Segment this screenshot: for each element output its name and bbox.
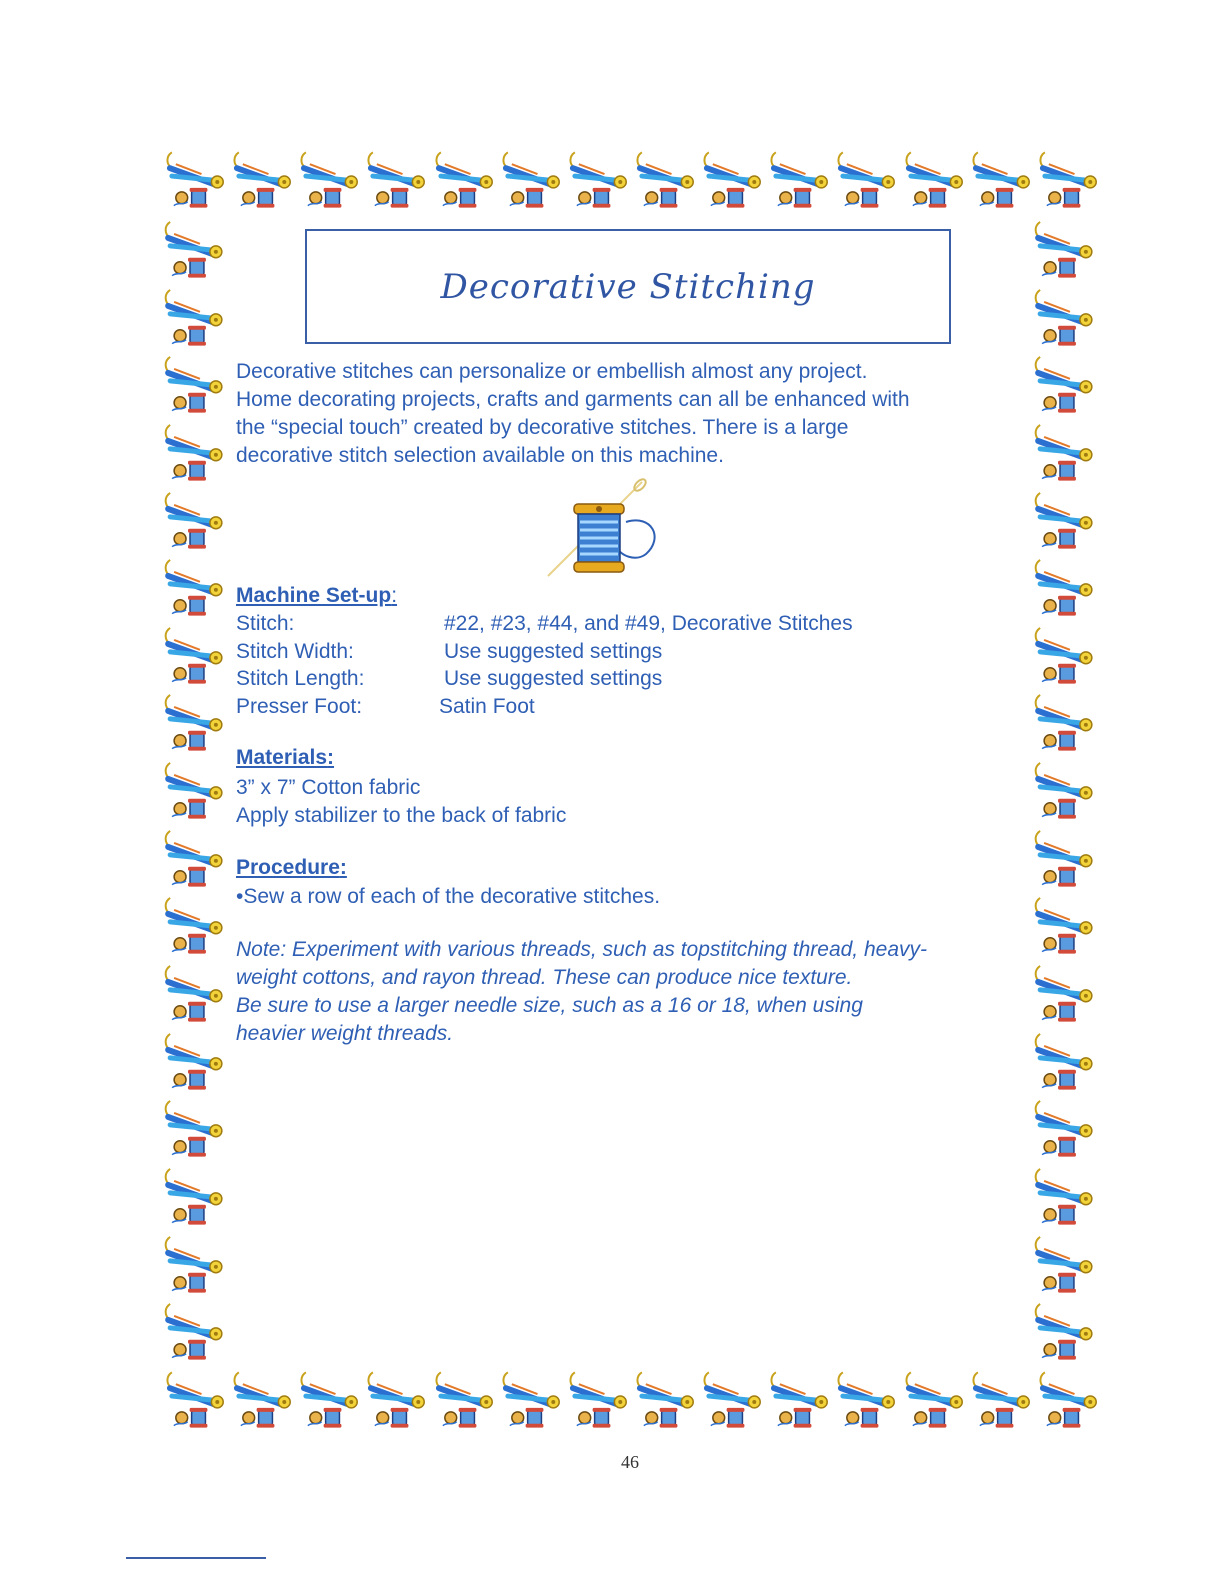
scissors-spool-icon [1030,1095,1098,1163]
scissors-spool-icon [229,146,296,214]
scissors-spool-icon [1035,1366,1102,1434]
scissors-spool-icon [160,1298,228,1366]
scissors-spool-icon [160,1163,228,1231]
setup-label: Stitch: [236,612,295,635]
setup-label: Stitch Length: [236,667,365,690]
scissors-spool-icon [1030,351,1098,419]
scissors-spool-icon [160,419,228,487]
setup-value: #22, #23, #44, and #49, Decorative Stitches [444,612,853,635]
materials-item: Apply stabilizer to the back of fabric [236,803,567,827]
border-bottom [162,1366,1102,1440]
procedure-step: •Sew a row of each of the decorative stitches. [236,885,661,908]
scissors-spool-icon [833,146,900,214]
scissors-spool-icon [363,1366,430,1434]
page-title: Decorative Stitching [440,266,816,307]
scissors-spool-icon [1030,284,1098,352]
scissors-spool-icon [160,351,228,419]
scissors-spool-icon [1035,146,1102,214]
scissors-spool-icon [229,1366,296,1434]
border-right [1030,216,1104,1366]
scissors-spool-icon [833,1366,900,1434]
scissors-spool-icon [565,146,632,214]
scissors-spool-icon [1030,892,1098,960]
setup-row [236,638,853,666]
scissors-spool-icon [901,1366,968,1434]
scissors-spool-icon [565,1366,632,1434]
setup-heading: Machine Set-up: [236,584,398,607]
scissors-spool-icon [498,146,565,214]
scissors-spool-icon [901,146,968,214]
setup-label: Presser Foot: [236,694,363,718]
scissors-spool-icon [1030,1028,1098,1096]
scissors-spool-icon [162,1366,229,1434]
setup-row [236,693,853,721]
scissors-spool-icon [498,1366,565,1434]
scissors-spool-icon [363,146,430,214]
scissors-spool-icon [160,960,228,1028]
border-top [162,146,1102,220]
intro-line: Decorative stitches can personalize or embellish almost any project. [236,360,868,383]
scissors-spool-icon [632,1366,699,1434]
setup-value: Use suggested settings [444,667,663,690]
note-line: Note: Experiment with various threads, such as topstitching thread, heavy- [236,938,928,961]
scissors-spool-icon [160,689,228,757]
materials-item: 3” x 7” Cotton fabric [236,776,421,799]
setup-value: Use suggested settings [444,639,663,663]
scissors-spool-icon [1030,622,1098,690]
page-number: 46 [621,1452,639,1472]
scissors-spool-icon [431,1366,498,1434]
note-line: heavier weight threads. [236,1022,454,1045]
scissors-spool-icon [1030,757,1098,825]
scissors-spool-icon [160,1028,228,1096]
scissors-spool-icon [1030,1298,1098,1366]
scissors-spool-icon [160,1095,228,1163]
scissors-spool-icon [162,146,229,214]
setup-table [236,610,853,720]
scissors-spool-icon [1030,1163,1098,1231]
scissors-spool-icon [1030,554,1098,622]
scissors-spool-icon [699,1366,766,1434]
procedure-heading: Procedure: [236,856,347,879]
scissors-spool-icon [968,1366,1035,1434]
scissors-spool-icon [160,216,228,284]
scissors-spool-icon [160,487,228,555]
intro-block [236,358,1026,470]
note-line: Be sure to use a larger needle size, such as a 16 or 18, when using [236,994,863,1017]
scissors-spool-icon [160,554,228,622]
scissors-spool-icon [766,146,833,214]
scissors-spool-icon [160,757,228,825]
scissors-spool-icon [1030,960,1098,1028]
materials-heading: Materials: [236,746,335,769]
footer-rule [126,1557,266,1559]
scissors-spool-icon [1030,419,1098,487]
scissors-spool-icon [1030,825,1098,893]
scissors-spool-icon [968,146,1035,214]
scissors-spool-icon [699,146,766,214]
scissors-spool-icon [160,825,228,893]
scissors-spool-icon [160,284,228,352]
intro-line: the “special touch” created by decorative stitches. There is a large [236,416,849,439]
note-line: weight cottons, and rayon thread. These can produce nice texture. [236,966,853,989]
intro-line: decorative stitch selection available on this machine. [236,444,724,467]
note-block [236,936,1036,1048]
scissors-spool-icon [632,146,699,214]
setup-label: Stitch Width: [236,639,354,663]
scissors-spool-icon [1030,689,1098,757]
scissors-spool-icon [160,622,228,690]
procedure-list [236,883,660,911]
thread-spool-needle-icon [540,476,666,580]
intro-line: Home decorating projects, crafts and garments can all be enhanced with [236,388,910,411]
title-box [305,229,951,344]
scissors-spool-icon [160,892,228,960]
setup-row [236,610,853,638]
setup-row [236,665,853,693]
setup-value: Satin Foot [439,694,535,718]
scissors-spool-icon [1030,216,1098,284]
materials-list [236,774,566,829]
scissors-spool-icon [296,146,363,214]
border-left [160,216,234,1366]
scissors-spool-icon [766,1366,833,1434]
scissors-spool-icon [1030,1231,1098,1299]
scissors-spool-icon [296,1366,363,1434]
scissors-spool-icon [431,146,498,214]
scissors-spool-icon [160,1231,228,1299]
scissors-spool-icon [1030,487,1098,555]
